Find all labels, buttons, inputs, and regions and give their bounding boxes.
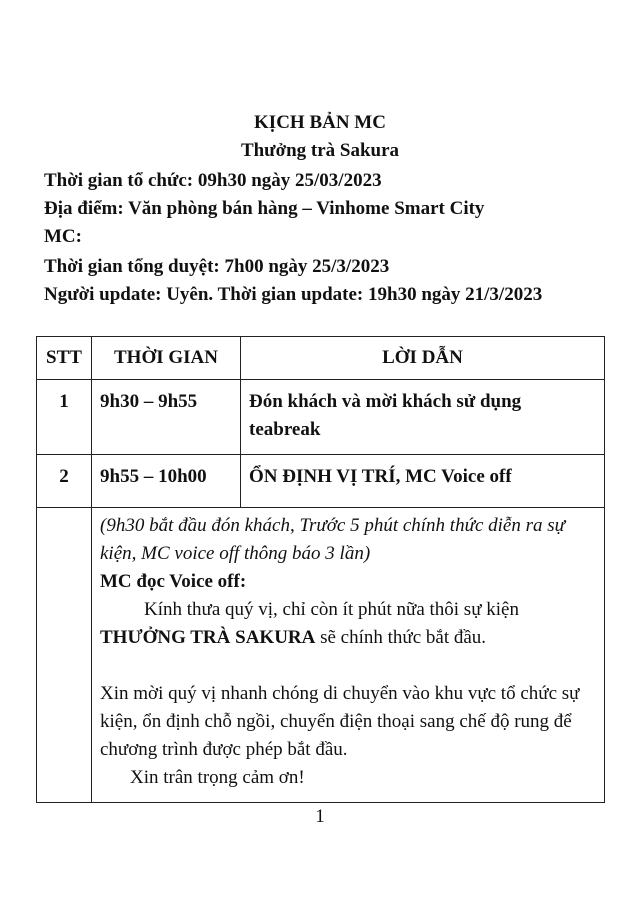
page-number: 1 xyxy=(315,806,325,827)
para-start: Kính thưa quý vị, chỉ còn ít phút nữa thôi sự kiện xyxy=(144,599,519,620)
script-cell xyxy=(92,508,605,803)
script-row xyxy=(37,508,605,803)
header-time: THỜI GIAN xyxy=(92,337,241,380)
row-text: Đón khách và mời khách sử dụng teabreak xyxy=(241,380,605,455)
row-text: ỔN ĐỊNH VỊ TRÍ, MC Voice off xyxy=(241,455,605,508)
page-title: KỊCH BẢN MC xyxy=(254,112,386,133)
event-time: Thời gian tổ chức: 09h30 ngày 25/03/2023 xyxy=(44,170,382,191)
script-stt-cell xyxy=(37,508,92,803)
closing-line: Xin trân trọng cảm ơn! xyxy=(130,767,305,788)
script-paragraph-cont xyxy=(100,624,596,652)
spacer xyxy=(100,652,596,680)
table-row xyxy=(37,455,605,508)
row-time: 9h55 – 10h00 xyxy=(92,455,241,508)
row-stt: 2 xyxy=(37,455,92,508)
header-stt: STT xyxy=(37,337,92,380)
mc-name: MC: xyxy=(44,226,82,247)
update-info: Người update: Uyên. Thời gian update: 19h30 ngày 21/3/2023 xyxy=(44,284,543,305)
table-header-row xyxy=(37,337,605,380)
script-paragraph xyxy=(100,596,596,624)
event-place: Địa điểm: Văn phòng bán hàng – Vinhome Smart City xyxy=(44,198,485,219)
schedule-table xyxy=(36,336,605,803)
voice-off-label: MC đọc Voice off: xyxy=(100,571,247,592)
row-stt: 1 xyxy=(37,380,92,455)
page-subtitle: Thưởng trà Sakura xyxy=(240,140,400,161)
script-paragraph-2: Xin mời quý vị nhanh chóng di chuyển vào khu vực tổ chức sự kiện, ổn định chỗ ngồi, chuyển điện thoại sang chế độ rung để chương trình được phép bắt đầu. xyxy=(100,683,580,760)
table-row xyxy=(37,380,605,455)
row-time: 9h30 – 9h55 xyxy=(92,380,241,455)
header-script: LỜI DẪN xyxy=(241,337,605,380)
event-name: THƯỞNG TRÀ SAKURA xyxy=(100,627,316,648)
rehearsal-time: Thời gian tổng duyệt: 7h00 ngày 25/3/2023 xyxy=(44,256,390,277)
script-note: (9h30 bắt đầu đón khách, Trước 5 phút chính thức diễn ra sự kiện, MC voice off thông báo 3 lần) xyxy=(100,515,565,564)
para-end: sẽ chính thức bắt đầu. xyxy=(315,627,487,648)
